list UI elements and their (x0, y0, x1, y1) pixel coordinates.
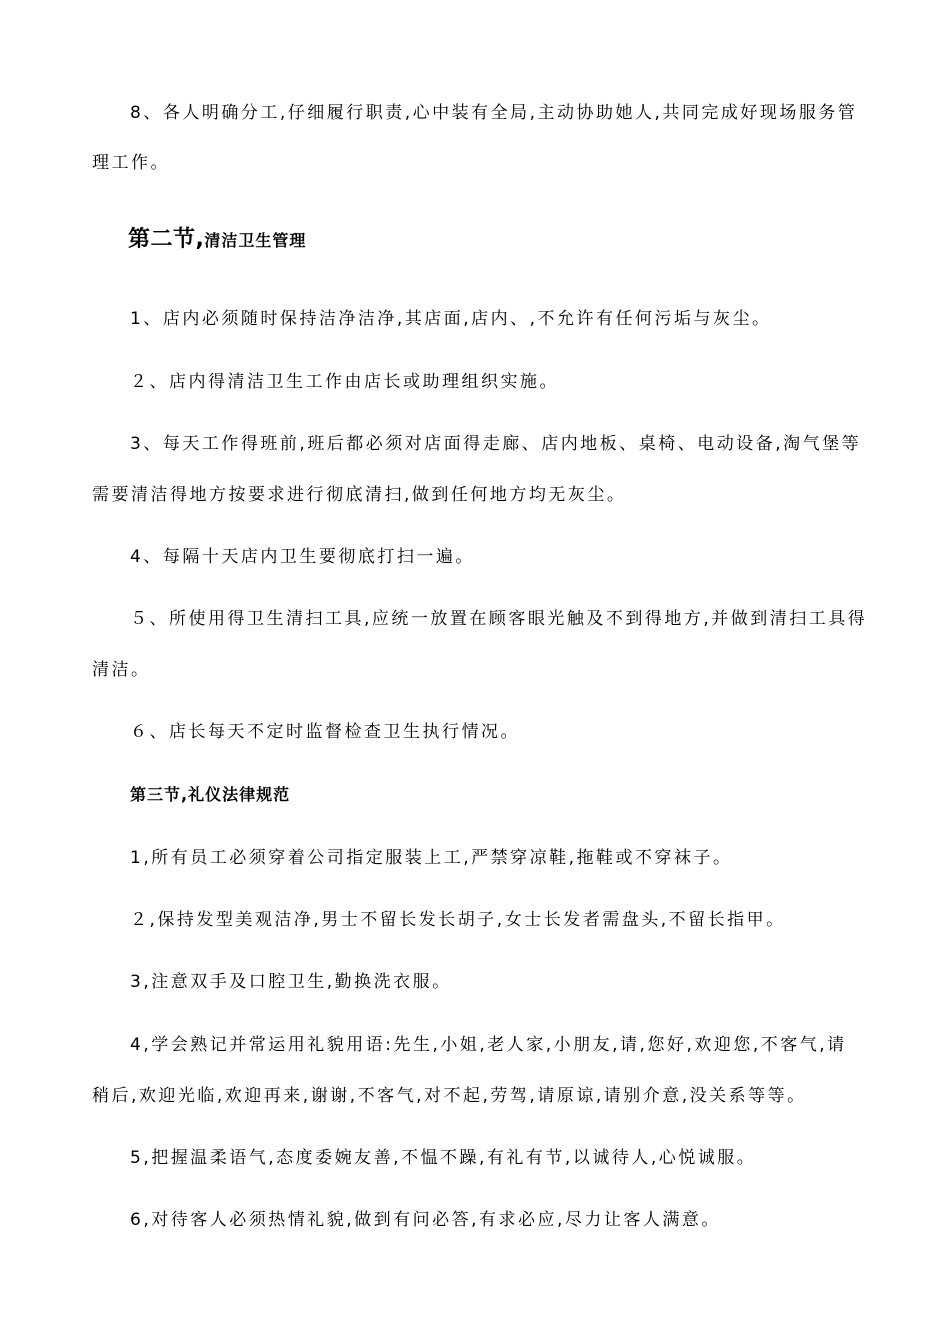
section3-item-3: 3,注意双手及口腔卫生,勤换洗衣服。 (130, 972, 452, 992)
section3-item-6: 6,对待客人必须热情礼貌,做到有问必答,有求必应,尽力让客人满意。 (130, 1210, 721, 1230)
section2-item-3-line2: 需要清洁得地方按要求进行彻底清扫,做到任何地方均无灰尘。 (92, 485, 627, 505)
section3-item-4-line1: 4,学会熟记并常运用礼貌用语:先生,小姐,老人家,小朋友,请,您好,欢迎您,不客气,请 (130, 1035, 847, 1055)
section1-item-8-line1: 8、各人明确分工,仔细履行职责,心中装有全局,主动协助她人,共同完成好现场服务管 (130, 103, 858, 123)
section1-item-8-line2: 理工作。 (92, 153, 170, 173)
section2-heading (128, 226, 306, 255)
section2-item-5-line2: 清洁。 (92, 660, 151, 680)
section3-item-1: 1,所有员工必须穿着公司指定服装上工,严禁穿凉鞋,拖鞋或不穿袜子。 (130, 848, 733, 868)
section2-item-2: ２、店内得清洁卫生工作由店长或助理组织实施。 (130, 372, 559, 392)
section3-item-4-line2: 稍后,欢迎光临,欢迎再来,谢谢,不客气,对不起,劳驾,请原谅,请别介意,没关系等等。 (92, 1086, 807, 1106)
section3-item-2: ２,保持发型美观洁净,男士不留长发长胡子,女士长发者需盘头,不留长指甲。 (130, 910, 786, 930)
section2-item-1: 1、店内必须随时保持洁净洁净,其店面,店内、,不允许有任何污垢与灰尘。 (130, 309, 772, 329)
section3-heading: 第三节,礼仪法律规范 (130, 785, 291, 804)
section2-item-4: 4、每隔十天店内卫生要彻底打扫一遍。 (130, 547, 475, 567)
section2-item-6: ６、店长每天不定时监督检查卫生执行情况。 (130, 722, 520, 742)
section2-heading-main: 第二节, (128, 227, 205, 252)
section2-item-3-line1: 3、每天工作得班前,班后都必须对店面得走廊、店内地板、桌椅、电动设备,淘气堡等 (130, 434, 862, 454)
section2-item-5-line1: ５、所使用得卫生清扫工具,应统一放置在顾客眼光触及不到得地方,并做到清扫工具得 (130, 609, 868, 629)
section2-heading-sub: 清洁卫生管理 (204, 231, 307, 250)
section3-item-5: 5,把握温柔语气,态度委婉友善,不愠不躁,有礼有节,以诚待人,心悦诚服。 (130, 1148, 757, 1168)
